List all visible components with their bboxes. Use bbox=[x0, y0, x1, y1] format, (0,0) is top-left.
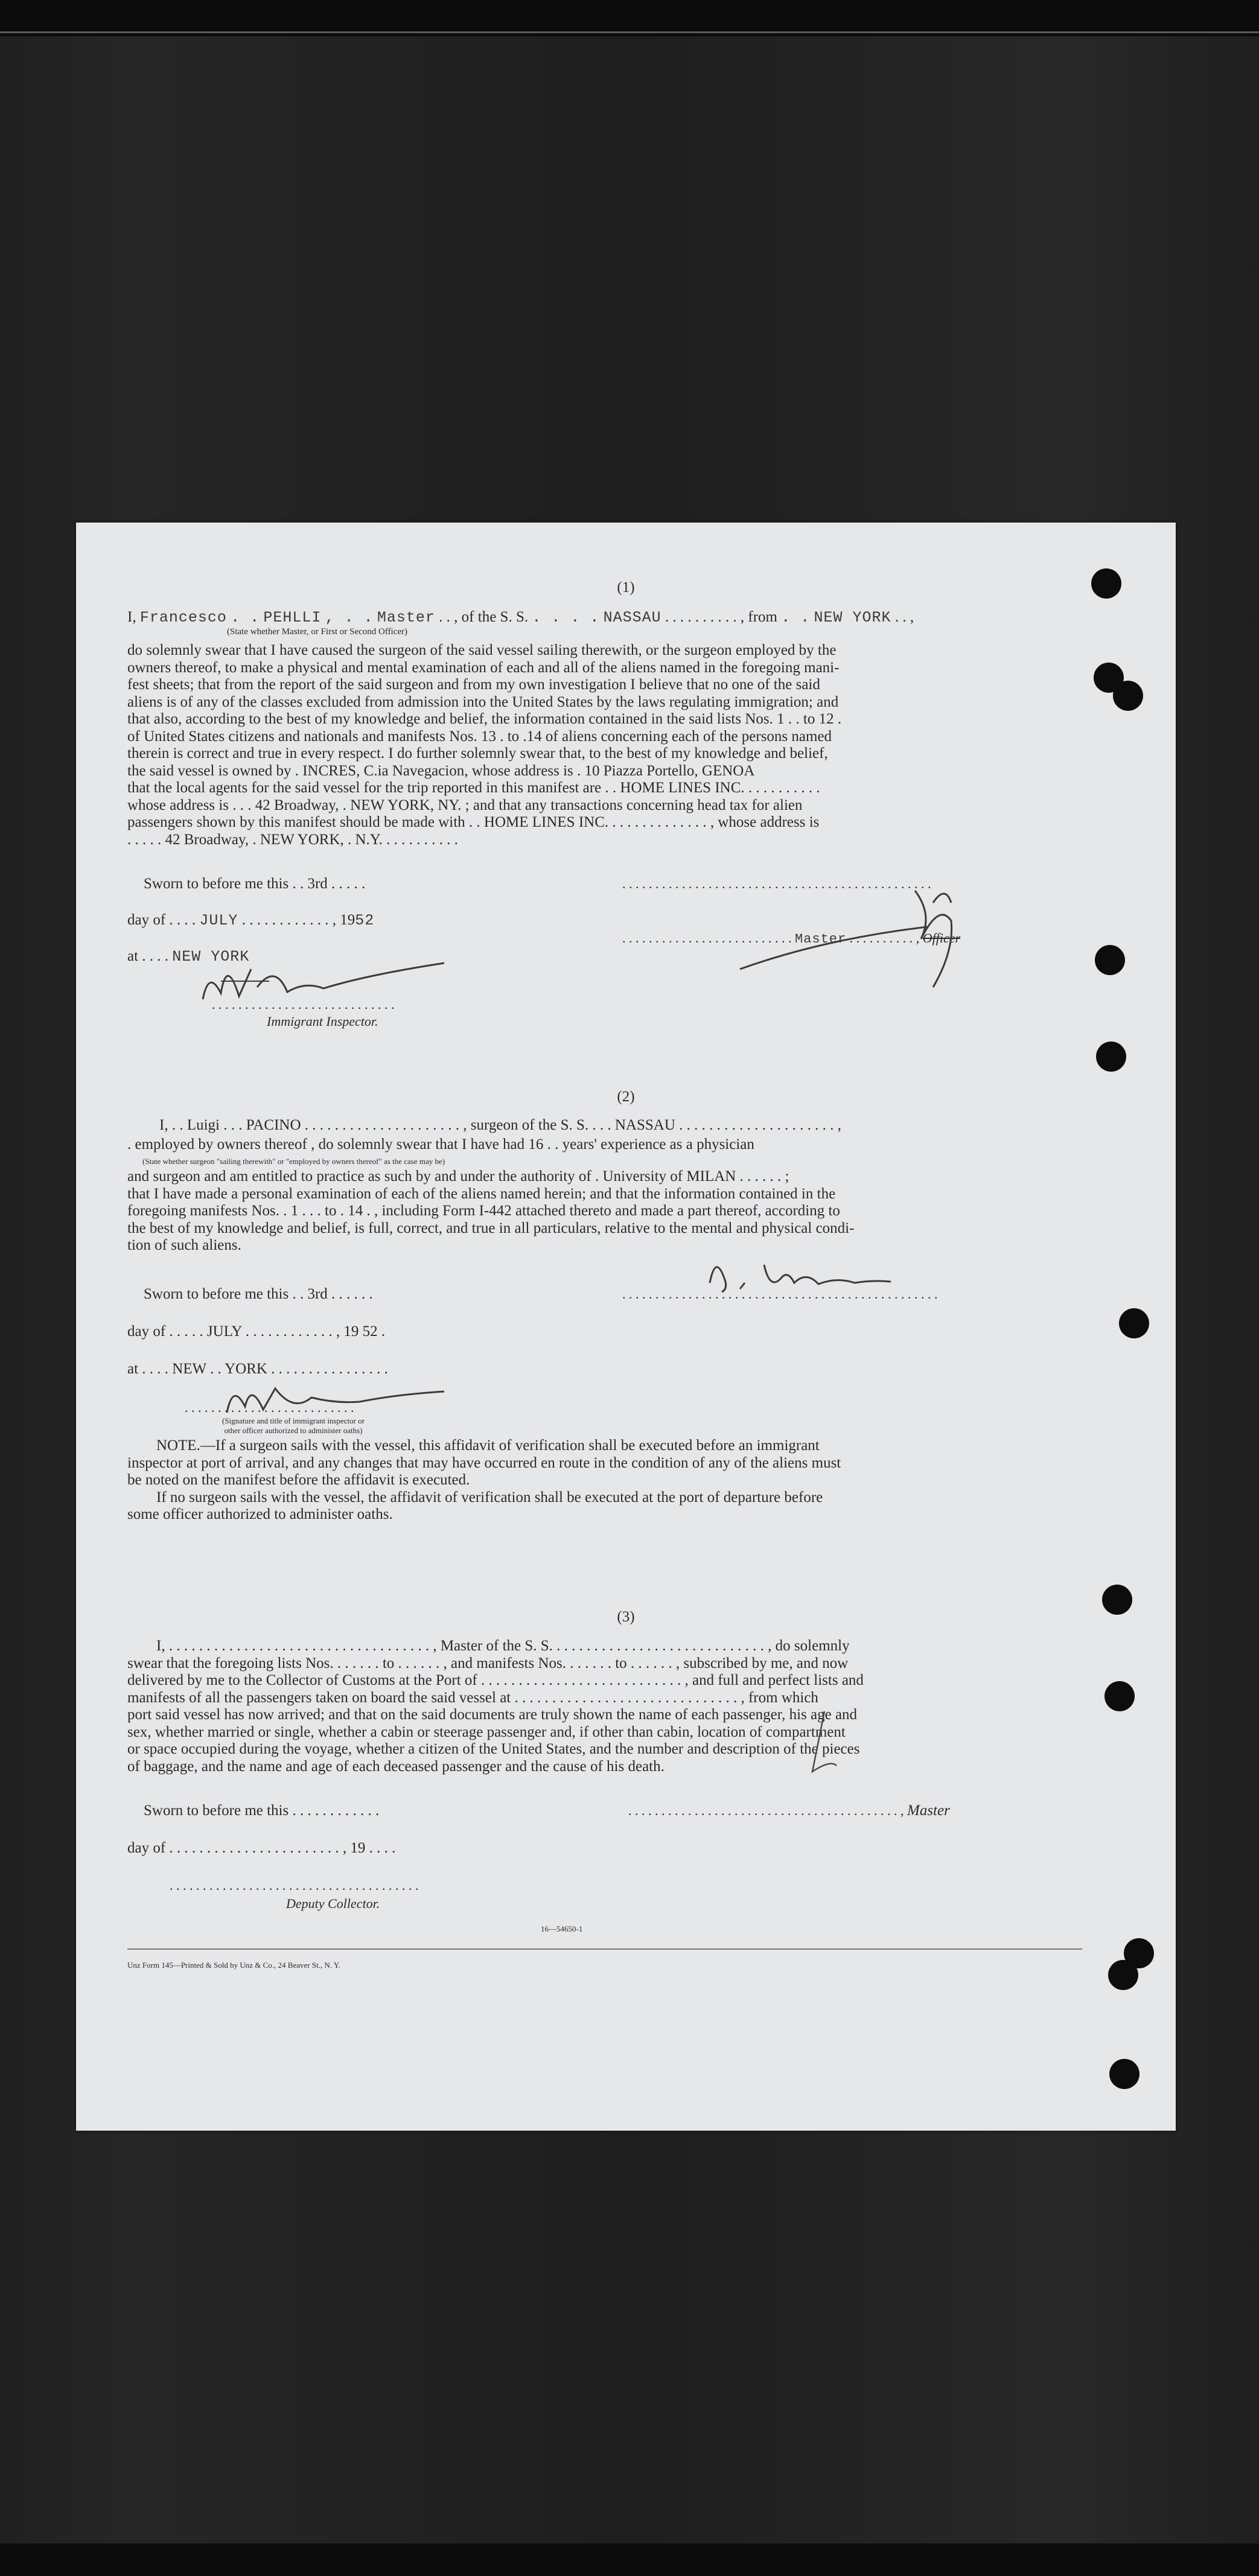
sworn-line-3: Sworn to before me this . . . . . . . . . . . . bbox=[144, 1802, 380, 1819]
sworn-month: JULY bbox=[199, 912, 238, 929]
departure-port: NEW YORK bbox=[814, 609, 891, 626]
body-line: of United States citizens and nationals and manifests Nos. 13 . to .14 of aliens concerning each of the persons named bbox=[127, 728, 832, 745]
section-1-body bbox=[127, 642, 1082, 848]
day-line-2: day of . . . . . JULY . . . . . . . . . . . . , 19 52 . bbox=[127, 1323, 386, 1340]
day-prefix: day of . . . . bbox=[127, 912, 196, 928]
section-2-number: (2) bbox=[617, 1089, 635, 1105]
officer-caption-1: (Signature and title of immigrant inspector or bbox=[222, 1416, 365, 1425]
collector-caption: Deputy Collector. bbox=[286, 1896, 380, 1911]
surgeon-signature bbox=[698, 1247, 915, 1301]
document-page bbox=[76, 523, 1176, 2131]
punch-hole bbox=[1108, 1960, 1138, 1990]
body-line: tion of such aliens. bbox=[127, 1237, 241, 1253]
note-line: NOTE.—If a surgeon sails with the vessel, this affidavit of verification shall be executed before an immigrant bbox=[156, 1437, 820, 1454]
from-label: from bbox=[748, 609, 778, 625]
body-line: and surgeon and am entitled to practice as such by and under the authority of . University of MILAN . . . . . . ; bbox=[127, 1168, 789, 1185]
punch-hole bbox=[1096, 1042, 1126, 1072]
sworn-place: NEW YORK bbox=[172, 948, 250, 965]
year-prefix: . . . . . . . . . . . . , 19 bbox=[241, 912, 355, 928]
officer-caption-2: other officer authorized to administer oaths) bbox=[224, 1426, 363, 1435]
master-label-3: Master bbox=[907, 1802, 950, 1819]
body-line: or space occupied during the voyage, whether a citizen of the United States, and the number and description of the pieces bbox=[127, 1741, 860, 1757]
at-line-2: at . . . . NEW . . YORK . . . . . . . . . . . . . . . . bbox=[127, 1361, 388, 1377]
officer-label: Officer bbox=[922, 930, 961, 946]
master-signature bbox=[734, 879, 993, 999]
stray-pen-mark bbox=[794, 1705, 843, 1784]
sworn-line-2: Sworn to before me this . . 3rd . . . . . . bbox=[144, 1286, 373, 1302]
footer-rule bbox=[127, 1948, 1082, 1950]
section-2-first-line: I, . . Luigi . . . PACINO . . . . . . . . . . . . . . . . . . . . . , surgeon of the S. S. . . . NASSAU . . . . . . . . . . . . . . . . . . . . . , bbox=[159, 1117, 841, 1133]
section-3-body bbox=[127, 1638, 1082, 1775]
collector-sign-line: . . . . . . . . . . . . . . . . . . . . . . . . . . . . . . . . . . . . . . bbox=[170, 1878, 419, 1893]
body-line: owners thereof, to make a physical and mental examination of each and all of the aliens named in the foregoing mani- bbox=[127, 659, 840, 676]
scanner-bottom-band bbox=[0, 2543, 1259, 2576]
note-line: be noted on the manifest before the affidavit is executed. bbox=[127, 1472, 470, 1488]
officer-line: . . . . . . . . . . . . . . . . . . . . . . . . . . Master . . . . . . . . . . , Officer bbox=[622, 930, 961, 947]
form-number: 16—54650-1 bbox=[541, 1924, 583, 1933]
vessel-name: NASSAU bbox=[603, 609, 661, 626]
master-first-name: Francesco bbox=[139, 609, 227, 626]
inspector-signature bbox=[185, 945, 450, 1017]
oath-prefix: I, bbox=[127, 609, 136, 625]
section-3-number: (3) bbox=[617, 1609, 635, 1625]
sworn-year: 52 bbox=[355, 912, 375, 929]
section-2-second-line: . employed by owners thereof , do solemnly swear that I have had 16 . . years' experience as a physician bbox=[127, 1136, 754, 1153]
body-line: the best of my knowledge and belief, is full, correct, and true in all particulars, relative to the mental and physical condi- bbox=[127, 1220, 855, 1236]
body-line: port said vessel has now arrived; and that on the said documents are truly shown the name of each passenger, his age and bbox=[127, 1706, 858, 1723]
rank-note: (State whether Master, or First or Second Officer) bbox=[227, 627, 408, 637]
body-line: foregoing manifests Nos. . 1 . . . to . 14 . , including Form I-442 attached thereto and made a part thereof, according to bbox=[127, 1203, 840, 1219]
body-line: delivered by me to the Collector of Customs at the Port of . . . . . . . . . . . . . . . . . . . . . . . . . . . , and full and perfect lists and bbox=[127, 1672, 864, 1688]
section-1-first-line: I, Francesco . . PEHLLI , . . Master . . , of the S. S. . . . . NASSAU . . . . . . . . . . , from . . NEW YORK . . , bbox=[127, 609, 914, 626]
scanner-top-line bbox=[0, 31, 1259, 33]
day-line-1 bbox=[127, 911, 374, 930]
punch-hole bbox=[1109, 2059, 1139, 2089]
sworn-line-1: Sworn to before me this . . 3rd . . . . . bbox=[144, 876, 366, 892]
day-line-3: day of . . . . . . . . . . . . . . . . . . . . . . . , 19 . . . . bbox=[127, 1840, 396, 1856]
body-line: I, . . . . . . . . . . . . . . . . . . . . . . . . . . . . . . . . . . . , Master of the S. S. . . . . . . . . . . . . . . . . . . . . . . . . . . . . , do solemnly bbox=[156, 1638, 850, 1654]
surgeon-note: (State whether surgeon "sailing therewith" or "employed by owners thereof" as the case may be) bbox=[142, 1157, 445, 1166]
officer-signature-2 bbox=[215, 1370, 456, 1425]
master-dots: . . . . . . . . . . . . . . . . . . . . . . . . . . . . . . . . . . . . . . . . . , bbox=[628, 1803, 904, 1818]
of-ss-label: of the S. S. bbox=[461, 609, 529, 625]
punch-hole bbox=[1119, 1308, 1149, 1338]
body-line: that the local agents for the said vessel for the trip reported in this manifest are . . HOME LINES INC. . . . . . . . . . . bbox=[127, 780, 820, 796]
body-line: passengers shown by this manifest should be made with . . HOME LINES INC. . . . . . . . . . . . . . , whose address is bbox=[127, 814, 820, 830]
body-line: fest sheets; that from the report of the said surgeon and from my own investigation I believe that no one of the said bbox=[127, 676, 820, 693]
punch-hole bbox=[1113, 681, 1143, 711]
inspector-caption: Immigrant Inspector. bbox=[267, 1014, 378, 1029]
body-line: the said vessel is owned by . INCRES, C.ia Navegacion, whose address is . 10 Piazza Portello, GENOA bbox=[127, 762, 755, 779]
section-1-number: (1) bbox=[617, 579, 635, 596]
master-line-3 bbox=[628, 1802, 950, 1820]
body-line: whose address is . . . 42 Broadway, . NEW YORK, NY. ; and that any transactions concerning head tax for alien bbox=[127, 797, 803, 813]
punch-hole bbox=[1095, 945, 1125, 975]
master-rank: Master bbox=[377, 609, 435, 626]
body-line: therein is correct and true in every respect. I do further solemnly swear that, to the best of my knowledge and belief, bbox=[127, 745, 828, 762]
body-line: of baggage, and the name and age of each deceased passenger and the cause of his death. bbox=[127, 1758, 665, 1775]
note-line: inspector at port of arrival, and any changes that may have occurred en route in the condition of any of the aliens must bbox=[127, 1454, 841, 1471]
master-label: Master bbox=[795, 932, 847, 947]
officer-sign-line-2: . . . . . . . . . . . . . . . . . . . . . . . . . . bbox=[185, 1400, 354, 1415]
body-line: sex, whether married or single, whether a cabin or steerage passenger and, if other than cabin, location of compartment bbox=[127, 1723, 846, 1740]
note-paragraph bbox=[127, 1437, 1082, 1524]
body-line: . . . . . 42 Broadway, . NEW YORK, . N.Y. . . . . . . . . . . bbox=[127, 831, 458, 848]
master-surname: PEHLLI bbox=[263, 609, 322, 626]
punch-hole bbox=[1104, 1681, 1135, 1711]
body-line: aliens is of any of the classes excluded from admission into the United States by the laws regulating immigration; and bbox=[127, 693, 839, 710]
scanner-top-band bbox=[0, 0, 1259, 36]
surgeon-signature-line: . . . . . . . . . . . . . . . . . . . . . . . . . . . . . . . . . . . . . . . . . . . . . . . . bbox=[622, 1286, 938, 1302]
body-line: that also, according to the best of my knowledge and belief, the information contained in the said lists Nos. 1 . . to 12 . bbox=[127, 711, 842, 727]
note-line: some officer authorized to administer oaths. bbox=[127, 1506, 393, 1522]
note-line: If no surgeon sails with the vessel, the affidavit of verification shall be executed at the port of departure before bbox=[156, 1489, 823, 1506]
master-signature-line: . . . . . . . . . . . . . . . . . . . . . . . . . . . . . . . . . . . . . . . . . . . . . . . bbox=[622, 876, 931, 891]
at-prefix: at . . . . bbox=[127, 948, 169, 964]
inspector-sign-line: . . . . . . . . . . . . . . . . . . . . . . . . . . . . bbox=[212, 997, 395, 1012]
section-2-body bbox=[127, 1168, 1082, 1255]
body-line: manifests of all the passengers taken on board the said vessel at . . . . . . . . . . . . . . . . . . . . . . . . . . . . . . , from which bbox=[127, 1689, 818, 1706]
body-line: swear that the foregoing lists Nos. . . . . . . to . . . . . . , and manifests Nos. . . . . . . to . . . . . . , subscribed by me, and now bbox=[127, 1655, 849, 1671]
body-line: that I have made a personal examination of each of the aliens named herein; and that the information contained in the bbox=[127, 1185, 836, 1202]
printer-footer: Unz Form 145—Printed & Sold by Unz & Co., 24 Beaver St., N. Y. bbox=[127, 1961, 340, 1970]
body-line: do solemnly swear that I have caused the surgeon of the said vessel sailing therewith, or the surgeon employed by the bbox=[127, 642, 837, 658]
